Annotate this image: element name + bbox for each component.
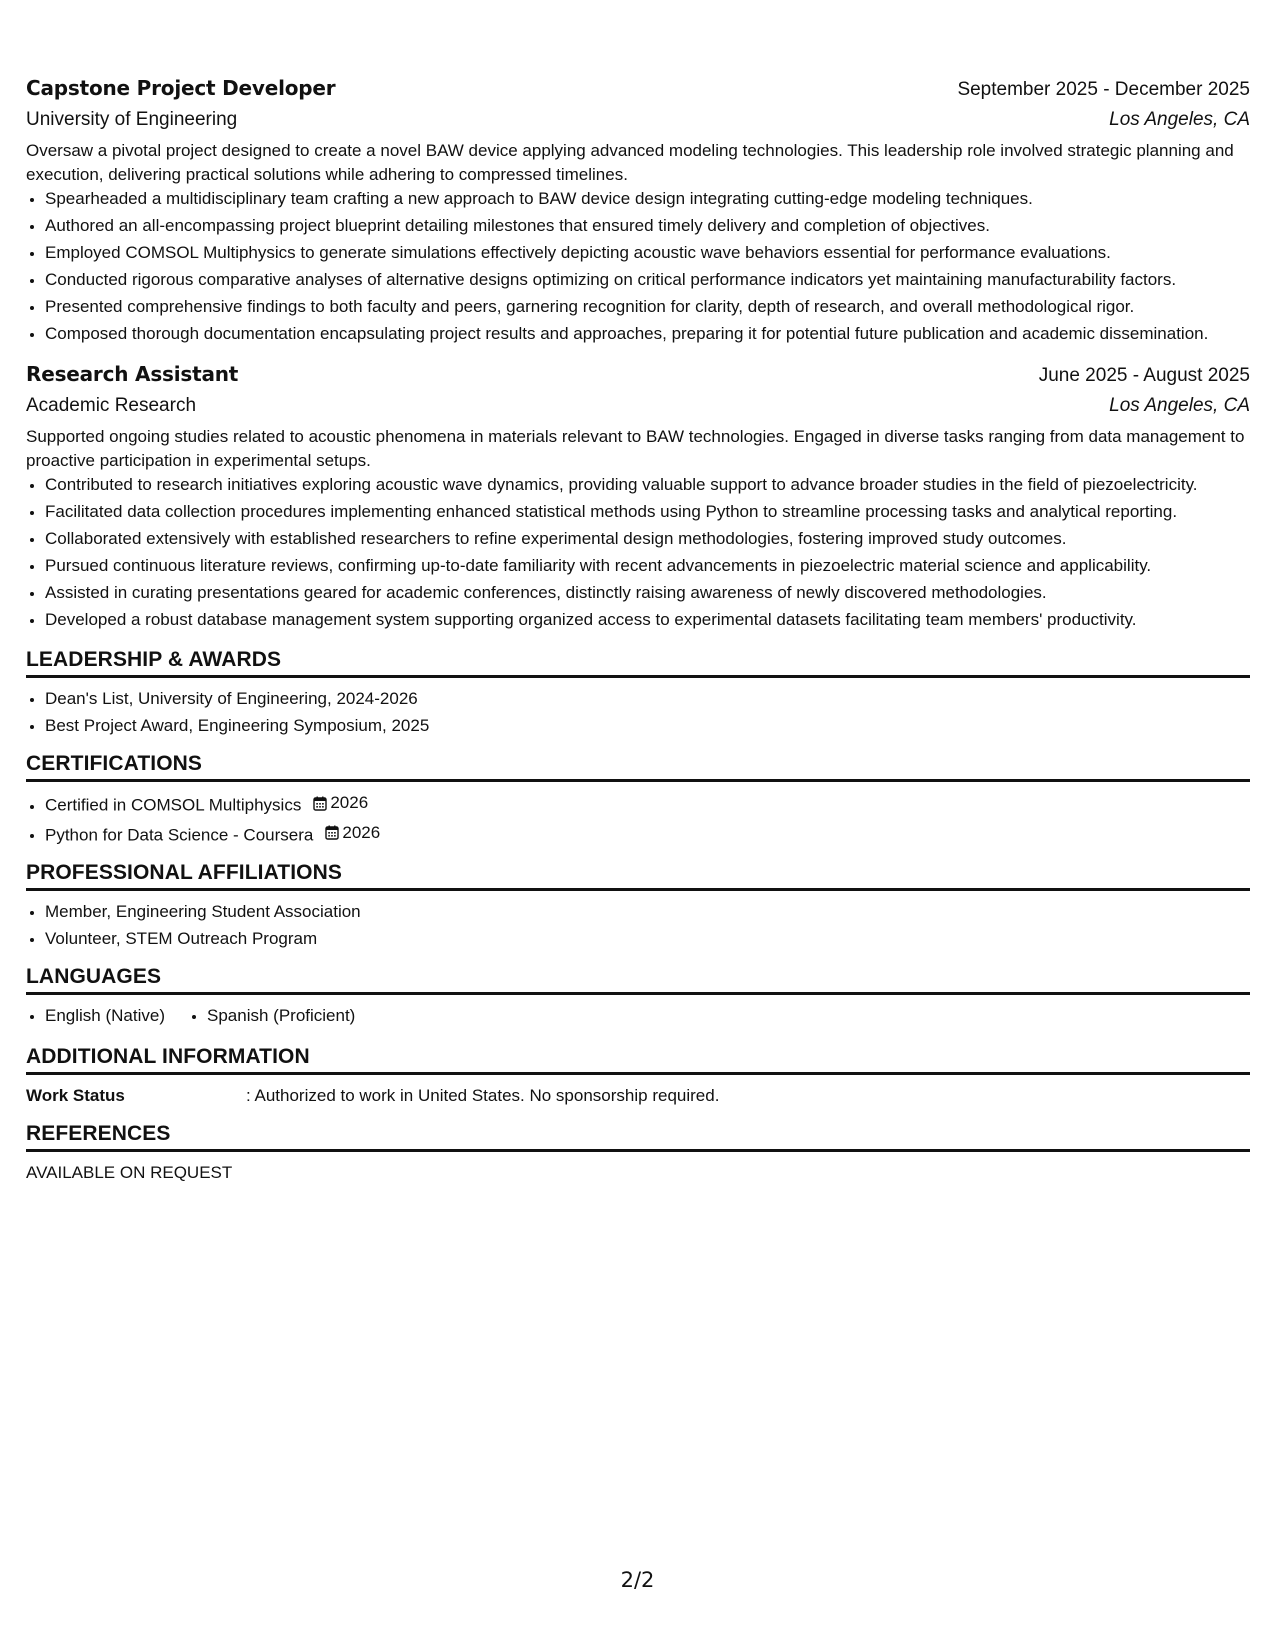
job-title: Research Assistant — [26, 362, 239, 386]
list-item: • Composed thorough documentation encapsulating project results and approaches, preparing it for potential future publication and academic dissemination. — [45, 322, 1250, 346]
certification-item — [45, 821, 1250, 848]
list-item: • Assisted in curating presentations geared for academic conferences, distinctly raising awareness of newly discovered methodologies. — [45, 581, 1250, 605]
list-item: • Spearheaded a multidisciplinary team crafting a new approach to BAW device design integrating cutting-edge modeling techniques. — [45, 187, 1250, 211]
job-dates: September 2025 - December 2025 — [957, 79, 1250, 100]
list-item: • Presented comprehensive findings to both faculty and peers, garnering recognition for clarity, depth of research, and overall methodological rigor. — [45, 295, 1250, 319]
certification-date — [325, 821, 380, 845]
list-item: • Developed a robust database management system supporting organized access to experimental datasets facilitating team members' productivity. — [45, 608, 1250, 632]
list-item: • Pursued continuous literature reviews, confirming up-to-date familiarity with recent advancements in piezoelectric material science and applicability. — [45, 554, 1250, 578]
list-item: • Employed COMSOL Multiphysics to generate simulations effectively depicting acoustic wave behaviors essential for performance evaluations. — [45, 241, 1250, 265]
list-item: • Authored an all-encompassing project blueprint detailing milestones that ensured timely delivery and completion of objectives. — [45, 214, 1250, 238]
list-item: • Member, Engineering Student Association — [45, 900, 1250, 924]
section-heading: PROFESSIONAL AFFILIATIONS — [26, 861, 1250, 891]
job-organization: Academic Research — [26, 395, 197, 416]
languages-section — [26, 965, 1250, 1031]
additional-info-section — [26, 1045, 1250, 1108]
job-bullets — [26, 473, 1250, 632]
list-item: • Facilitated data collection procedures implementing enhanced statistical methods using Python to streamline processing tasks and analytical reporting. — [45, 500, 1250, 524]
certification-date — [313, 791, 368, 815]
job-description: Oversaw a pivotal project designed to create a novel BAW device applying advanced modeling technologies. This leadership role involved strategic planning and execution, delivering practical solutions while adhering to compressed timelines. — [26, 141, 1234, 184]
list-item: • Contributed to research initiatives exploring acoustic wave dynamics, providing valuable support to advance broader studies in the field of piezoelectricity. — [45, 473, 1250, 497]
list-item: • Dean's List, University of Engineering, 2024-2026 — [45, 687, 1250, 711]
section-heading: ADDITIONAL INFORMATION — [26, 1045, 1250, 1075]
list-item: • Best Project Award, Engineering Symposium, 2025 — [45, 714, 1250, 738]
language-item: • Spanish (Proficient) — [207, 1004, 355, 1028]
page-number: 2/2 — [620, 1568, 655, 1592]
references-text: AVAILABLE ON REQUEST — [26, 1163, 233, 1182]
experience-entry — [26, 76, 1250, 346]
job-dates: June 2025 - August 2025 — [1038, 365, 1250, 386]
certification-name: Python for Data Science - Coursera — [45, 825, 314, 844]
calendar-icon — [325, 825, 339, 840]
section-heading: LANGUAGES — [26, 965, 1250, 995]
info-key: Work Status — [26, 1086, 125, 1105]
list-item: • Conducted rigorous comparative analyses of alternative designs optimizing on critical performance indicators yet maintaining manufacturability factors. — [45, 268, 1250, 292]
job-description: Supported ongoing studies related to acoustic phenomena in materials relevant to BAW technologies. Engaged in diverse tasks ranging from data management to proactive participation in experimental setups. — [26, 427, 1245, 470]
job-location: Los Angeles, CA — [1109, 395, 1250, 416]
list-item: • Collaborated extensively with established researchers to refine experimental design methodologies, fostering improved study outcomes. — [45, 527, 1250, 551]
section-heading: CERTIFICATIONS — [26, 752, 1250, 782]
section-heading: LEADERSHIP & AWARDS — [26, 648, 1250, 678]
certification-year: 2026 — [330, 793, 369, 812]
references-section — [26, 1122, 1250, 1185]
certification-year: 2026 — [342, 822, 381, 842]
job-location: Los Angeles, CA — [1109, 109, 1250, 130]
leadership-section — [26, 648, 1250, 738]
info-value: : Authorized to work in United States. No sponsorship required. — [246, 1086, 720, 1105]
info-row — [26, 1084, 1250, 1108]
list-item: • Volunteer, STEM Outreach Program — [45, 927, 1250, 951]
job-bullets — [26, 187, 1250, 346]
job-title: Capstone Project Developer — [26, 76, 336, 100]
section-heading: REFERENCES — [26, 1122, 1250, 1152]
resume-page — [26, 76, 1250, 1185]
calendar-icon — [313, 796, 327, 811]
experience-entry — [26, 362, 1250, 632]
certification-item — [45, 791, 1250, 818]
job-organization: University of Engineering — [26, 109, 238, 130]
affiliations-section — [26, 861, 1250, 951]
certification-name: Certified in COMSOL Multiphysics — [45, 795, 302, 815]
certifications-section — [26, 752, 1250, 847]
language-item: • English (Native) — [45, 1004, 165, 1028]
